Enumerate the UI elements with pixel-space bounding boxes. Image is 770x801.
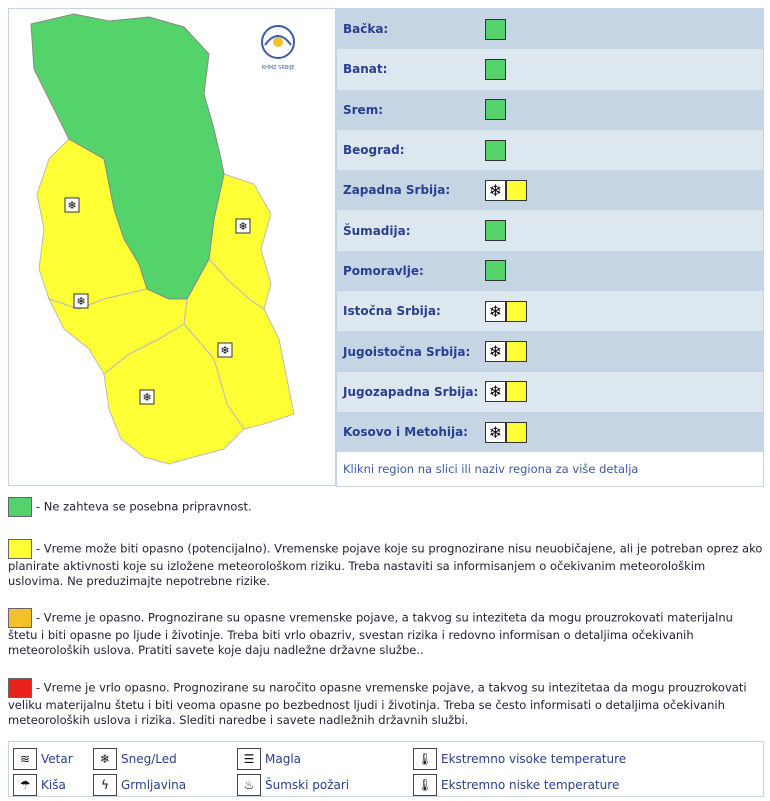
region-name-link[interactable]: Jugozapadna Srbija: bbox=[343, 384, 479, 399]
region-name-link[interactable]: Šumadija: bbox=[343, 223, 411, 238]
legend-low-temp: 🌡 Ekstremno niske temperature bbox=[413, 774, 619, 796]
legend-green-text: - Ne zahteva se posebna pripravnost. bbox=[36, 499, 252, 514]
alert-boxes bbox=[485, 99, 506, 120]
rain-icon: ☂ bbox=[13, 774, 37, 796]
alert-boxes bbox=[485, 260, 506, 281]
legend-fire: ♨ Šumski požari bbox=[237, 774, 349, 796]
snow-icon: ❄ bbox=[485, 422, 506, 443]
serbia-warning-map[interactable] bbox=[8, 8, 336, 486]
legend-yellow bbox=[8, 539, 764, 589]
legend-high-temp: 🌡 Ekstremno visoke temperature bbox=[413, 748, 626, 770]
svg-text:❄: ❄ bbox=[142, 391, 152, 404]
snow-icon: ❄ bbox=[485, 341, 506, 362]
green-swatch bbox=[8, 497, 32, 517]
wind-icon: ≋ bbox=[13, 748, 37, 770]
legend-red bbox=[8, 678, 764, 728]
region-row[interactable] bbox=[337, 90, 763, 130]
yellow-alert-box bbox=[506, 422, 527, 443]
snow-icon: ❄ bbox=[93, 748, 117, 770]
region-name-link[interactable]: Istočna Srbija: bbox=[343, 304, 441, 319]
svg-text:❄: ❄ bbox=[67, 199, 77, 212]
alert-boxes bbox=[485, 140, 506, 161]
legend-red-text: - Vreme je vrlo opasno. Prognozirane su naročito opasne vremenske pojave, a takvog su intezitetaa da mogu prouzrokovati veliku materijalnu štetu i biti veoma opasne po bezbednost ljudi i životinja. Treba se često informisati o detaljima očekivanih meteoroloških uslova i rizika. Slediti naredbe i savete nadležnih državnih službi. bbox=[8, 680, 747, 727]
alert-boxes bbox=[485, 180, 527, 201]
rhmz-logo bbox=[262, 26, 295, 71]
legend-green bbox=[8, 497, 764, 517]
legend-yellow-text: - Vreme može biti opasno (potencijalno). Vremenske pojave koje su prognozirane nisu neuobičajene, ali je potreban oprez ako planirate aktivnosti koje su izložene meteorološkom riziku. Treba nastaviti sa informisanjem o očekivanim meteorološkim uslovima. Ne preduzimajte nepotrebne rizike. bbox=[8, 541, 763, 588]
yellow-swatch bbox=[8, 539, 32, 559]
legend-thunder: ϟ Grmljavina bbox=[93, 774, 186, 796]
legend-wind: ≋ Vetar bbox=[13, 748, 73, 770]
region-row[interactable] bbox=[337, 412, 763, 452]
alert-boxes bbox=[485, 301, 527, 322]
snow-icon bbox=[65, 198, 79, 212]
region-row[interactable] bbox=[337, 210, 763, 250]
lightning-icon: ϟ bbox=[93, 774, 117, 796]
region-row[interactable] bbox=[337, 170, 763, 210]
region-name-link[interactable]: Zapadna Srbija: bbox=[343, 183, 451, 198]
svg-text:❄: ❄ bbox=[238, 220, 248, 233]
legend-rain: ☂ Kiša bbox=[13, 774, 66, 796]
phenomena-legend bbox=[8, 741, 764, 797]
alert-boxes bbox=[485, 19, 506, 40]
legend-fog: ☰ Magla bbox=[237, 748, 301, 770]
region-hint: Klikni region na slici ili naziv regiona za više detalja bbox=[337, 452, 763, 486]
orange-swatch bbox=[8, 608, 32, 628]
thermometer-high-icon: 🌡 bbox=[413, 748, 437, 770]
legend-orange bbox=[8, 608, 764, 658]
yellow-alert-box bbox=[506, 301, 527, 322]
legend-orange-text: - Vreme je opasno. Prognozirane su opasne vremenske pojave, a takvog su inteziteta da mogu prouzrokovati materijalnu štetu i biti opasne po ljude i životinje. Treba biti vrlo obazriv, svestan rizika i redovno informisan o detaljima očekivanih meteoroloških uslova. Pratiti savete koje daju nadležne državne službe.. bbox=[8, 610, 733, 657]
region-row[interactable] bbox=[337, 372, 763, 412]
green-alert-box bbox=[485, 260, 506, 281]
svg-text:❄: ❄ bbox=[76, 295, 86, 308]
green-alert-box bbox=[485, 19, 506, 40]
snow-icon bbox=[140, 390, 154, 404]
region-name-link[interactable]: Bačka: bbox=[343, 22, 389, 37]
svg-text:RHMZ SRBIJE: RHMZ SRBIJE bbox=[261, 65, 295, 71]
region-name-link[interactable]: Pomoravlje: bbox=[343, 263, 424, 278]
region-row[interactable] bbox=[337, 331, 763, 371]
snow-icon: ❄ bbox=[485, 180, 506, 201]
region-row[interactable] bbox=[337, 9, 763, 49]
region-list bbox=[336, 8, 764, 487]
region-name-link[interactable]: Banat: bbox=[343, 62, 388, 77]
snow-icon bbox=[74, 294, 88, 308]
fog-icon: ☰ bbox=[237, 748, 261, 770]
region-row[interactable] bbox=[337, 130, 763, 170]
alert-boxes bbox=[485, 422, 527, 443]
green-alert-box bbox=[485, 59, 506, 80]
yellow-alert-box bbox=[506, 180, 527, 201]
alert-boxes bbox=[485, 381, 527, 402]
legend-snow: ❄ Sneg/Led bbox=[93, 748, 177, 770]
thermometer-low-icon: 🌡 bbox=[413, 774, 437, 796]
svg-text:❄: ❄ bbox=[220, 344, 230, 357]
region-name-link[interactable]: Srem: bbox=[343, 102, 384, 117]
alert-boxes bbox=[485, 59, 506, 80]
alert-boxes bbox=[485, 341, 527, 362]
region-row[interactable] bbox=[337, 251, 763, 291]
snow-icon: ❄ bbox=[485, 301, 506, 322]
red-swatch bbox=[8, 678, 32, 698]
region-name-link[interactable]: Jugoistočna Srbija: bbox=[343, 344, 471, 359]
region-name-link[interactable]: Beograd: bbox=[343, 143, 405, 158]
alert-boxes bbox=[485, 220, 506, 241]
green-alert-box bbox=[485, 99, 506, 120]
green-alert-box bbox=[485, 140, 506, 161]
snow-icon bbox=[218, 343, 232, 357]
green-alert-box bbox=[485, 220, 506, 241]
snow-icon bbox=[236, 219, 250, 233]
region-row[interactable] bbox=[337, 49, 763, 89]
region-name-link[interactable]: Kosovo i Metohija: bbox=[343, 425, 468, 440]
region-row[interactable] bbox=[337, 291, 763, 331]
yellow-alert-box bbox=[506, 381, 527, 402]
fire-icon: ♨ bbox=[237, 774, 261, 796]
yellow-alert-box bbox=[506, 341, 527, 362]
snow-icon: ❄ bbox=[485, 381, 506, 402]
